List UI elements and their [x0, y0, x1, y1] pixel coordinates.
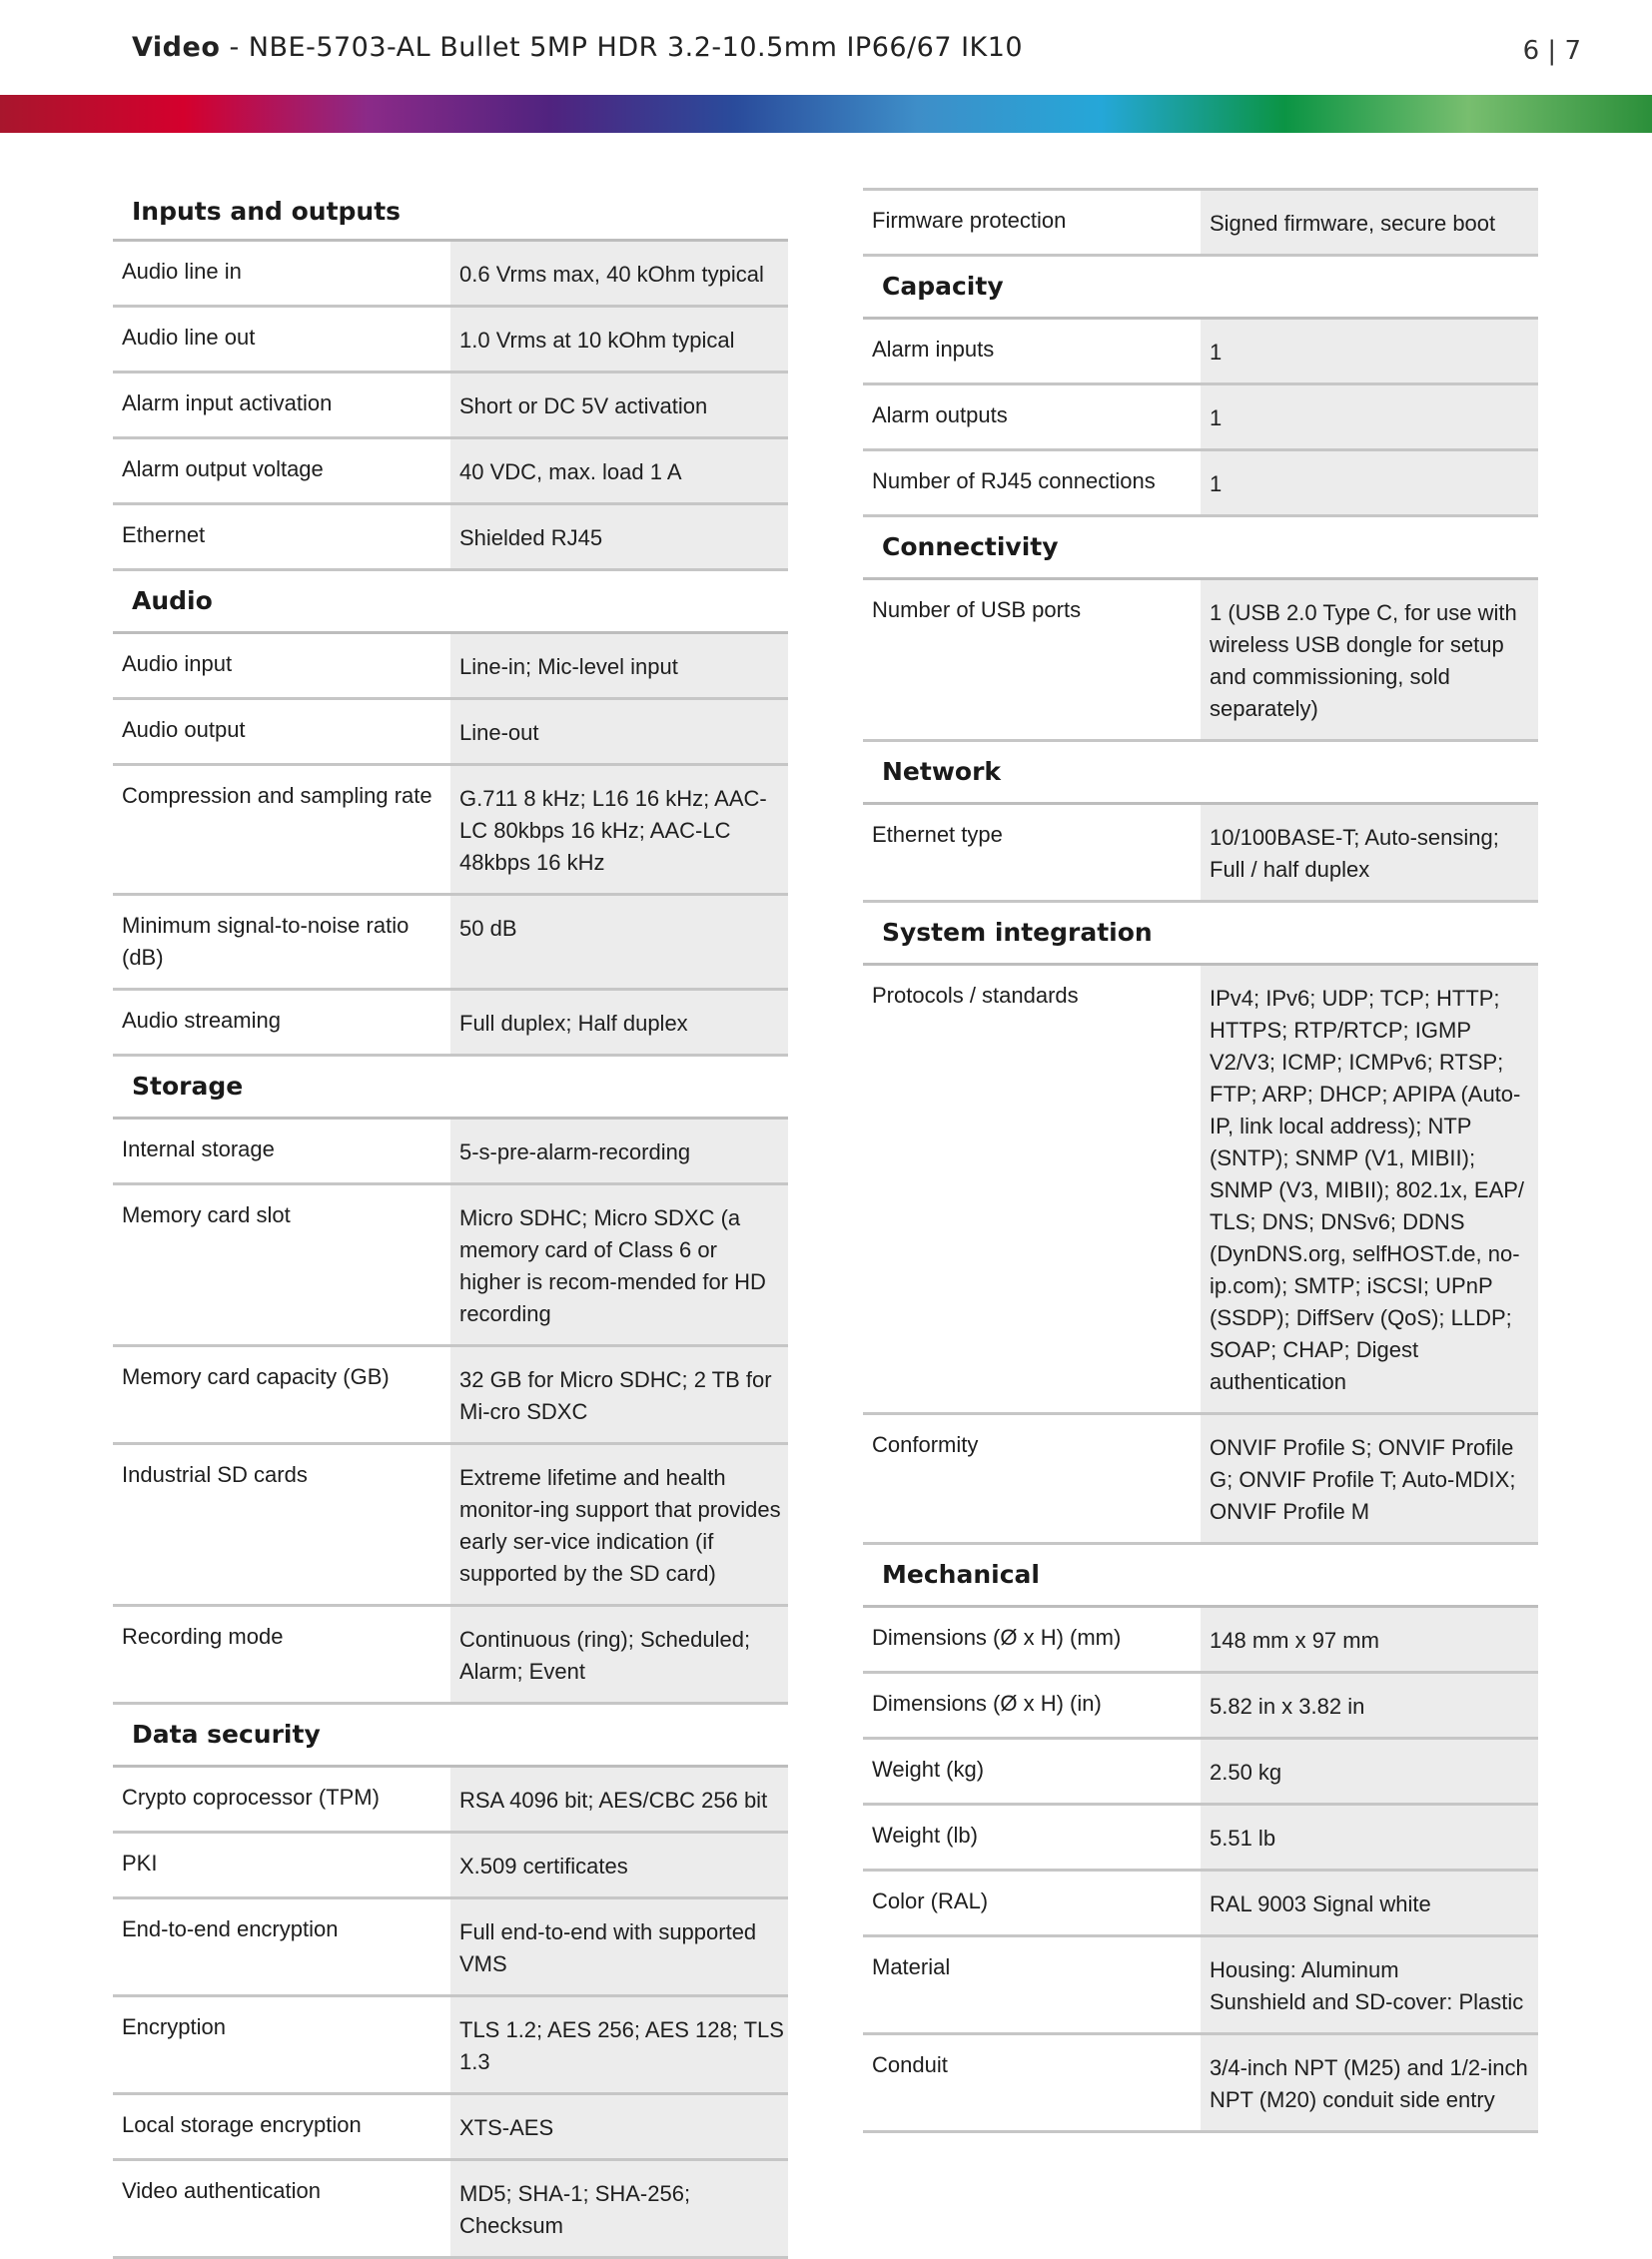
document-kind: Video: [132, 32, 221, 63]
spec-row: [863, 1415, 1538, 1545]
spec-row: [863, 188, 1538, 257]
spec-row: [113, 2161, 788, 2259]
spec-label: Crypto coprocessor (TPM): [113, 1768, 450, 1831]
spec-label: Color (RAL): [863, 1872, 1201, 1934]
spec-row: [113, 1120, 788, 1185]
spec-value: XTS-AES: [450, 2095, 788, 2158]
spec-value: Short or DC 5V activation: [450, 374, 788, 436]
spec-label: Audio streaming: [113, 991, 450, 1054]
spec-value: Shielded RJ45: [450, 505, 788, 568]
product-name: NBE-5703-AL Bullet 5MP HDR 3.2-10.5mm IP66/67 IK10: [248, 32, 1024, 63]
spec-value: 1.0 Vrms at 10 kOhm typical: [450, 308, 788, 371]
spec-row: [113, 308, 788, 374]
spec-row: [113, 1347, 788, 1445]
spec-row: [863, 385, 1538, 451]
spec-value: Line-out: [450, 700, 788, 763]
spec-row: [113, 700, 788, 766]
spec-label: Firmware protection: [863, 191, 1201, 254]
spec-row: [113, 1607, 788, 1705]
spec-value: Extreme lifetime and health monitor-ing support that provides early ser-vice indication (if supported by the SD card): [450, 1445, 788, 1604]
spec-value: 5.82 in x 3.82 in: [1201, 1674, 1538, 1737]
spec-value: TLS 1.2; AES 256; AES 128; TLS 1.3: [450, 1997, 788, 2092]
spec-row: [863, 1674, 1538, 1740]
spec-value: MD5; SHA-1; SHA-256; Checksum: [450, 2161, 788, 2256]
spec-value: 40 VDC, max. load 1 A: [450, 439, 788, 502]
spec-row: [113, 1185, 788, 1347]
spec-label: Audio line in: [113, 242, 450, 305]
spec-row: [113, 2095, 788, 2161]
section-title: Audio: [113, 571, 788, 634]
spec-value: Line-in; Mic-level input: [450, 634, 788, 697]
spec-row: [113, 374, 788, 439]
spec-label: Dimensions (Ø x H) (mm): [863, 1608, 1201, 1671]
page-header: [0, 0, 1652, 95]
spec-label: Material: [863, 1937, 1201, 2032]
spec-row: [863, 1806, 1538, 1872]
spec-row: [863, 1872, 1538, 1937]
spec-value: IPv4; IPv6; UDP; TCP; HTTP; HTTPS; RTP/RTCP; IGMP V2/V3; ICMP; ICMPv6; RTSP; FTP; ARP; DHCP; APIPA (Auto-IP, link local address); NTP (SNTP); SNMP (V1, MIBII); SNMP (V3, MIBII); 802.1x, EAP/ TLS; DNS; DNSv6; DDNS (DynDNS.org, selfHOST.de, no-ip.com); SMTP; iSCSI; UPnP (SSDP); DiffServ (QoS); LLDP; SOAP; CHAP; Digest authentication: [1201, 966, 1538, 1412]
spec-row: [113, 1899, 788, 1997]
spec-label: Weight (lb): [863, 1806, 1201, 1869]
spec-value: 50 dB: [450, 896, 788, 988]
spec-label: Weight (kg): [863, 1740, 1201, 1803]
spec-row: [113, 1445, 788, 1607]
spec-label: Number of USB ports: [863, 580, 1201, 739]
spec-label: Ethernet: [113, 505, 450, 568]
spec-label: Conformity: [863, 1415, 1201, 1542]
spec-label: Memory card capacity (GB): [113, 1347, 450, 1442]
spec-row: [113, 991, 788, 1057]
section-title: System integration: [863, 903, 1538, 966]
spec-value: Signed firmware, secure boot: [1201, 191, 1538, 254]
spec-value: RSA 4096 bit; AES/CBC 256 bit: [450, 1768, 788, 1831]
spec-label: Alarm output voltage: [113, 439, 450, 502]
spec-value: 5-s-pre-alarm-recording: [450, 1120, 788, 1182]
spec-value: 1 (USB 2.0 Type C, for use with wireless USB dongle for setup and commissioning, sold separately): [1201, 580, 1538, 739]
spec-label: Dimensions (Ø x H) (in): [863, 1674, 1201, 1737]
spec-value: 0.6 Vrms max, 40 kOhm typical: [450, 242, 788, 305]
spec-label: Industrial SD cards: [113, 1445, 450, 1604]
spec-value: ONVIF Profile S; ONVIF Profile G; ONVIF Profile T; Auto-MDIX; ONVIF Profile M: [1201, 1415, 1538, 1542]
spec-label: Local storage encryption: [113, 2095, 450, 2158]
spec-row: [113, 242, 788, 308]
spec-row: [113, 634, 788, 700]
spec-label: Conduit: [863, 2035, 1201, 2130]
section-title: Network: [863, 742, 1538, 805]
right-column: [863, 188, 1538, 2133]
spec-value: 148 mm x 97 mm: [1201, 1608, 1538, 1671]
section-title: Storage: [113, 1057, 788, 1120]
spec-row: [863, 1740, 1538, 1806]
spec-value: 32 GB for Micro SDHC; 2 TB for Mi-cro SDXC: [450, 1347, 788, 1442]
spec-row: [863, 1937, 1538, 2035]
spec-row: [863, 2035, 1538, 2133]
spec-row: [113, 766, 788, 896]
spec-label: Minimum signal-to-noise ratio (dB): [113, 896, 450, 988]
spec-row: [113, 1834, 788, 1899]
spec-row: [113, 505, 788, 571]
section-title: Data security: [113, 1705, 788, 1768]
spec-value: RAL 9003 Signal white: [1201, 1872, 1538, 1934]
spec-label: Audio line out: [113, 308, 450, 371]
spec-row: [863, 580, 1538, 742]
spec-value: 3/4-inch NPT (M25) and 1/2-inch NPT (M20) conduit side entry: [1201, 2035, 1538, 2130]
spec-row: [863, 966, 1538, 1415]
spec-label: Protocols / standards: [863, 966, 1201, 1412]
section-title: Mechanical: [863, 1545, 1538, 1608]
spec-label: Alarm inputs: [863, 320, 1201, 382]
spec-row: [113, 1997, 788, 2095]
spec-row: [863, 451, 1538, 517]
spec-label: PKI: [113, 1834, 450, 1896]
spec-label: Video authentication: [113, 2161, 450, 2256]
page-number: 6 | 7: [1522, 36, 1581, 66]
spec-value: 1: [1201, 385, 1538, 448]
spec-row: [113, 439, 788, 505]
spec-label: Memory card slot: [113, 1185, 450, 1344]
spec-value: 1: [1201, 451, 1538, 514]
section-title: Capacity: [863, 257, 1538, 320]
spec-row: [863, 320, 1538, 385]
color-supergraphic: [0, 95, 1652, 133]
section-title: Inputs and outputs: [113, 185, 788, 242]
spec-row: [863, 1608, 1538, 1674]
spec-label: Ethernet type: [863, 805, 1201, 900]
spec-label: Alarm input activation: [113, 374, 450, 436]
spec-label: Compression and sampling rate: [113, 766, 450, 893]
spec-label: Recording mode: [113, 1607, 450, 1702]
spec-value: Full duplex; Half duplex: [450, 991, 788, 1054]
spec-label: Internal storage: [113, 1120, 450, 1182]
spec-value: Micro SDHC; Micro SDXC (a memory card of Class 6 or higher is recom-mended for HD recording: [450, 1185, 788, 1344]
spec-value: 10/100BASE-T; Auto-sensing; Full / half duplex: [1201, 805, 1538, 900]
spec-label: End-to-end encryption: [113, 1899, 450, 1994]
spec-value: Continuous (ring); Scheduled; Alarm; Event: [450, 1607, 788, 1702]
spec-value: Full end-to-end with supported VMS: [450, 1899, 788, 1994]
spec-label: Audio output: [113, 700, 450, 763]
spec-label: Audio input: [113, 634, 450, 697]
spec-label: Number of RJ45 connections: [863, 451, 1201, 514]
document-title: [132, 32, 1023, 63]
spec-value: G.711 8 kHz; L16 16 kHz; AAC-LC 80kbps 16 kHz; AAC-LC 48kbps 16 kHz: [450, 766, 788, 893]
spec-value: Housing: Aluminum Sunshield and SD-cover: Plastic: [1201, 1937, 1538, 2032]
section-title: Connectivity: [863, 517, 1538, 580]
spec-row: [113, 1768, 788, 1834]
spec-value: 2.50 kg: [1201, 1740, 1538, 1803]
spec-value: 1: [1201, 320, 1538, 382]
left-column: [113, 185, 788, 2259]
spec-value: X.509 certificates: [450, 1834, 788, 1896]
spec-value: 5.51 lb: [1201, 1806, 1538, 1869]
spec-row: [863, 805, 1538, 903]
spec-row: [113, 896, 788, 991]
title-separator: -: [220, 32, 249, 63]
spec-label: Encryption: [113, 1997, 450, 2092]
spec-label: Alarm outputs: [863, 385, 1201, 448]
